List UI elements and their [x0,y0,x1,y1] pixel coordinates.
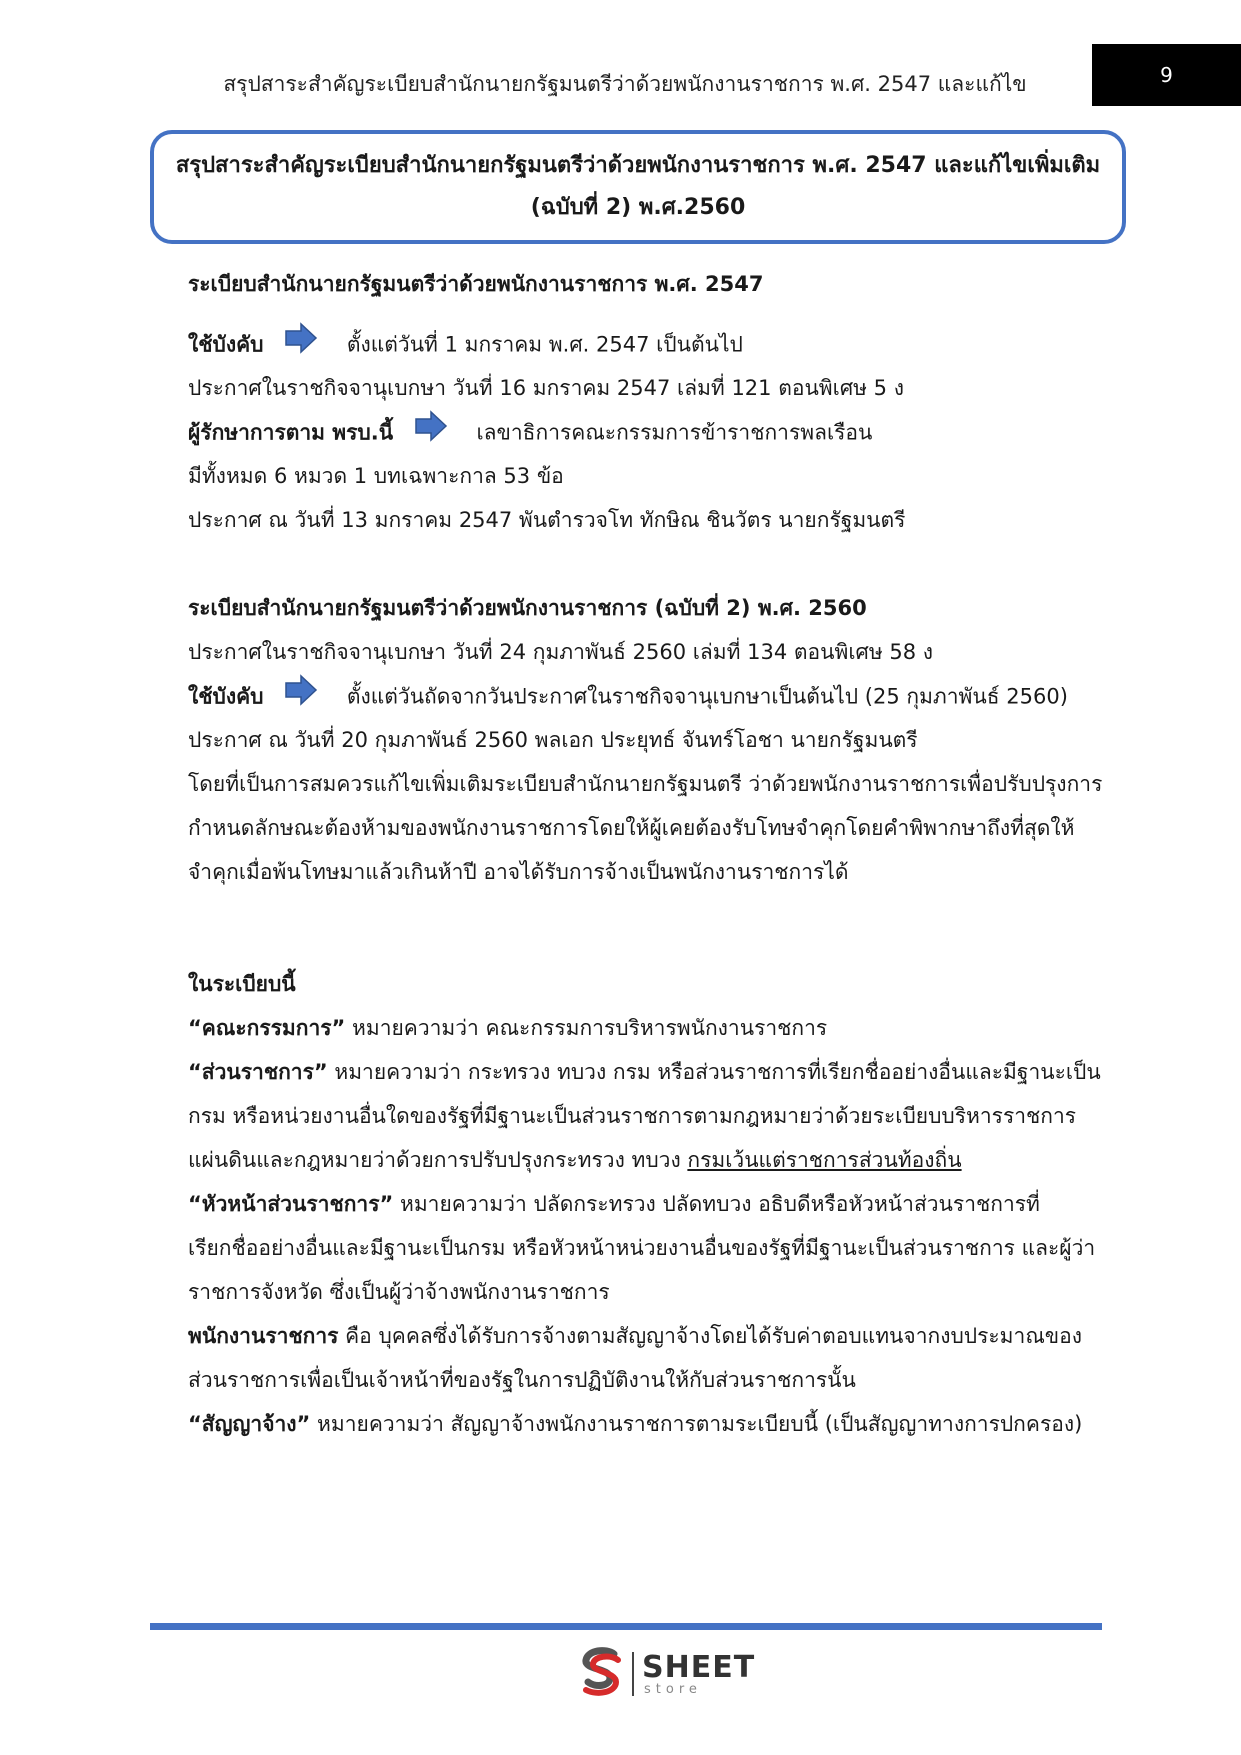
section1-chapters: มีทั้งหมด 6 หมวด 1 บทเฉพาะกาล 53 ข้อ [188,464,564,488]
definition-head [188,1182,1098,1226]
definition-contract [188,1402,1098,1446]
logo-main-text: SHEET [642,1649,756,1685]
page-number-box [1092,44,1241,106]
definition-employee [188,1314,1098,1358]
section1-gazette: ประกาศในราชกิจจานุเบกษา วันที่ 16 มกราคม 2547 เล่มที่ 121 ตอนพิเศษ 5 ง [188,376,904,400]
logo-sub-text: store [644,1681,702,1697]
logo-text [642,1649,756,1697]
custodian-label: ผู้รักษาการตาม พรบ.นี้ [188,420,394,445]
effective-label: ใช้บังคับ [188,332,264,357]
sheet-store-logo-icon [576,1646,626,1702]
effective-value: ตั้งแต่วันถัดจากวันประกาศในราชกิจจานุเบกษาเป็นต้นไป (25 กุมภาพันธ์ 2560) [346,684,1068,709]
section2-announced: ประกาศ ณ วันที่ 20 กุมภาพันธ์ 2560 พลเอก ประยุทธ์ จันทร์โอชา นายกรัฐมนตรี [188,728,918,752]
sheet-store-logo [576,1644,776,1704]
definition-text: หมายความว่า คณะกรรมการบริหารพนักงานราชการ [345,1016,828,1040]
section2-reason-line: โดยที่เป็นการสมควรแก้ไขเพิ่มเติมระเบียบสำนักนายกรัฐมนตรี ว่าด้วยพนักงานราชการเพื่อปรับปรุงการ [188,772,1103,796]
section2-gazette: ประกาศในราชกิจจานุเบกษา วันที่ 24 กุมภาพันธ์ 2560 เล่มที่ 134 ตอนพิเศษ 58 ง [188,640,934,664]
section2-reason-line: จำคุกเมื่อพ้นโทษมาแล้วเกินห้าปี อาจได้รับการจ้างเป็นพนักงานราชการได้ [188,860,849,884]
definition-term: “หัวหน้าส่วนราชการ” [188,1192,394,1216]
definition-committee [188,1006,1098,1050]
page-number: 9 [1160,63,1173,87]
right-arrow-icon [284,322,318,369]
title-line-2: (ฉบับที่ 2) พ.ศ.2560 [530,195,746,220]
definition-head-cont: ราชการจังหวัด ซึ่งเป็นผู้ว่าจ้างพนักงานราชการ [188,1280,610,1304]
definition-text: หมายความว่า สัญญาจ้างพนักงานราชการตามระเบียบนี้ (เป็นสัญญาทางการปกครอง) [310,1412,1083,1436]
definition-agency-cont [188,1138,1098,1182]
footer-divider [150,1623,1102,1630]
section1-heading: ระเบียบสำนักนายกรัฐมนตรีว่าด้วยพนักงานราชการ พ.ศ. 2547 [188,272,764,296]
section2-reason-line: กำหนดลักษณะต้องห้ามของพนักงานราชการโดยให้ผู้เคยต้องรับโทษจำคุกโดยคำพิพากษาถึงที่สุดให้ [188,816,1075,840]
logo-divider [632,1652,634,1696]
definition-text: หมายความว่า กระทรวง ทบวง กรม หรือส่วนราชการที่เรียกชื่ออย่างอื่นและมีฐานะเป็น [327,1060,1101,1084]
definition-agency [188,1050,1101,1094]
definition-employee-cont: ส่วนราชการเพื่อเป็นเจ้าหน้าที่ของรัฐในการปฏิบัติงานให้กับส่วนราชการนั้น [188,1368,856,1392]
definition-text: คือ บุคคลซึ่งได้รับการจ้างตามสัญญาจ้างโดยได้รับค่าตอบแทนจากงบประมาณของ [338,1324,1083,1348]
section2-effective [188,674,1098,718]
definitions-heading: ในระเบียบนี้ [188,972,296,996]
definition-text: หมายความว่า ปลัดกระทรวง ปลัดทบวง อธิบดีหรือหัวหน้าส่วนราชการที่ [393,1192,1040,1216]
right-arrow-icon [414,410,448,457]
section1-announced: ประกาศ ณ วันที่ 13 มกราคม 2547 พันตำรวจโท ทักษิณ ชินวัตร นายกรัฐมนตรี [188,508,906,532]
definition-term: “คณะกรรมการ” [188,1016,346,1040]
document-body [188,262,1103,1446]
running-header: สรุปสาระสำคัญระเบียบสำนักนายกรัฐมนตรีว่าด้วยพนักงานราชการ พ.ศ. 2547 และแก้ไข [223,72,1027,96]
definition-text: แผ่นดินและกฎหมายว่าด้วยการปรับปรุงกระทรวง ทบวง [188,1148,688,1172]
definition-agency-cont: กรม หรือหน่วยงานอื่นใดของรัฐที่มีฐานะเป็นส่วนราชการตามกฎหมายว่าด้วยระเบียบบริหารราชการ [188,1104,1077,1128]
definition-head-cont: เรียกชื่ออย่างอื่นและมีฐานะเป็นกรม หรือหัวหน้าหน่วยงานอื่นของรัฐที่มีฐานะเป็นส่วนราชการ และผู้ว่า [188,1236,1096,1260]
definition-term: “ส่วนราชการ” [188,1060,328,1084]
definition-term: “สัญญาจ้าง” [188,1412,311,1436]
effective-value: ตั้งแต่วันที่ 1 มกราคม พ.ศ. 2547 เป็นต้นไป [346,332,743,357]
definition-underlined-text: กรมเว้นแต่ราชการส่วนท้องถิ่น [687,1148,962,1172]
title-line-1: สรุปสาระสำคัญระเบียบสำนักนายกรัฐมนตรีว่าด้วยพนักงานราชการ พ.ศ. 2547 และแก้ไขเพิ่มเติม [175,153,1101,178]
section2-heading: ระเบียบสำนักนายกรัฐมนตรีว่าด้วยพนักงานราชการ (ฉบับที่ 2) พ.ศ. 2560 [188,596,867,620]
title-box [150,130,1126,244]
section1-effective [188,322,1098,366]
right-arrow-icon [284,674,318,721]
custodian-value: เลขาธิการคณะกรรมการข้าราชการพลเรือน [476,420,873,445]
effective-label: ใช้บังคับ [188,684,264,709]
section1-custodian [188,410,1098,454]
definition-term: พนักงานราชการ [188,1324,339,1348]
